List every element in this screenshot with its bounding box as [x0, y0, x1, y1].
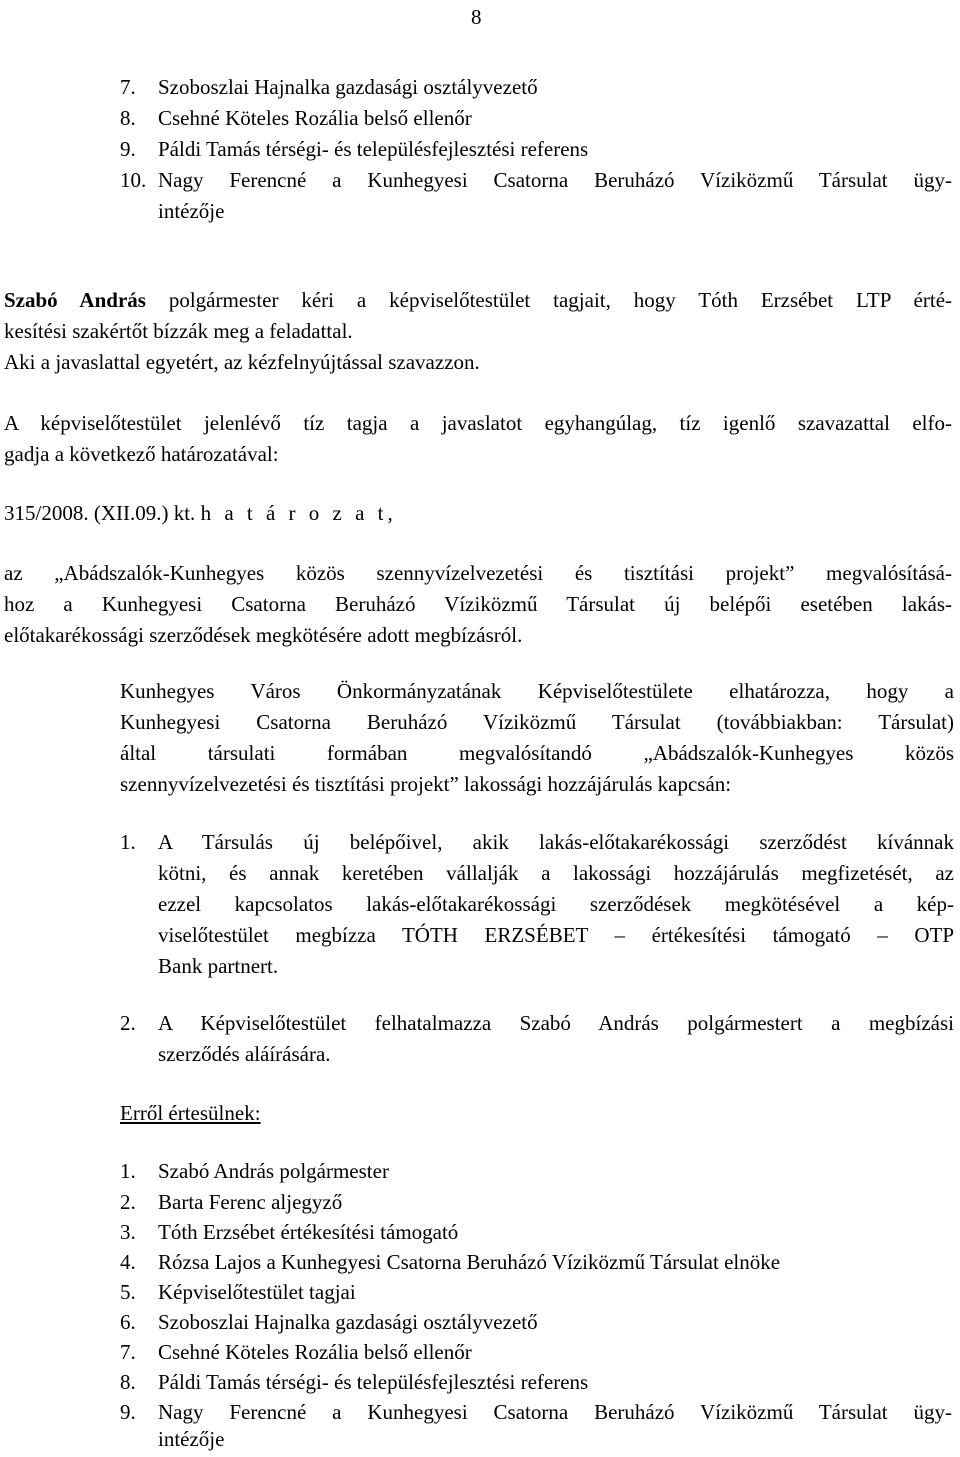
point-line: viselőtestület megbízza TÓTH ERZSÉBET – értékesítési támogató – OTP	[158, 923, 954, 947]
paragraph-line: által társulati formában megvalósítandó „Abádszalók-Kunhegyes közös	[120, 741, 954, 765]
paragraph-line: Aki a javaslattal egyetért, az kézfelnyújtással szavazzon.	[4, 350, 480, 374]
list-item-text: Csehné Köteles Rozália belső ellenőr	[158, 106, 472, 130]
resolution-number: 315/2008. (XII.09.) kt.	[4, 501, 196, 525]
list-item-text: Képviselőtestület tagjai	[158, 1280, 356, 1304]
paragraph-line: szennyvízelvezetési és tisztítási projekt” lakossági hozzájárulás kapcsán:	[120, 772, 732, 796]
point-line: Bank partnert.	[158, 954, 279, 978]
list-item-number: 9.	[120, 137, 136, 161]
resolution-heading	[4, 498, 952, 529]
list-item-number: 7.	[120, 1340, 136, 1364]
paragraph-line: A képviselőtestület jelenlévő tíz tagja a javaslatot egyhangúlag, tíz igenlő szavazattal elfo-	[4, 411, 952, 435]
list-item-number: 3.	[120, 1220, 136, 1244]
list-item-text: Szabó András polgármester	[158, 1159, 389, 1183]
point-number: 1.	[120, 830, 136, 854]
paragraph-line: előtakarékossági szerződések megkötésére adott megbízásról.	[4, 623, 523, 647]
point-line: A Társulás új belépőivel, akik lakás-előtakarékossági szerződést kívánnak	[158, 830, 954, 854]
notify-heading: Erről értesülnek:	[120, 1101, 261, 1125]
page-number: 8	[471, 5, 482, 29]
list-item-number: 1.	[120, 1159, 136, 1183]
list-item-number: 4.	[120, 1250, 136, 1274]
list-item-text: Szoboszlai Hajnalka gazdasági osztályvezető	[158, 1310, 538, 1334]
point-line: A Képviselőtestület felhatalmazza Szabó András polgármestert a megbízási	[158, 1011, 954, 1035]
list-item-number: 8.	[120, 1370, 136, 1394]
paragraph-line: Kunhegyesi Csatorna Beruházó Víziközmű Társulat (továbbiakban: Társulat)	[120, 710, 954, 734]
list-item-text: Barta Ferenc aljegyző	[158, 1190, 343, 1214]
paragraph-line	[4, 285, 952, 316]
list-item-text: Rózsa Lajos a Kunhegyesi Csatorna Beruházó Víziközmű Társulat elnöke	[158, 1250, 781, 1274]
point-number: 2.	[120, 1011, 136, 1035]
list-item-text: Tóth Erzsébet értékesítési támogató	[158, 1220, 459, 1244]
paragraph-line: gadja a következő határozatával:	[4, 442, 279, 466]
list-item-number: 5.	[120, 1280, 136, 1304]
list-item-text: Páldi Tamás térségi- és településfejlesztési referens	[158, 1370, 589, 1394]
point-line: kötni, és annak keretében vállalják a lakossági hozzájárulás megfizetését, az	[158, 861, 954, 885]
list-item-text: Páldi Tamás térségi- és településfejlesztési referens	[158, 137, 589, 161]
list-item-number: 10.	[120, 168, 147, 192]
point-line: ezzel kapcsolatos lakás-előtakarékossági szerződések megkötésével a kép-	[158, 892, 954, 916]
mayor-name: Szabó András	[4, 288, 146, 312]
list-item-text: Nagy Ferencné a Kunhegyesi Csatorna Beruházó Víziközmű Társulat ügy-	[158, 1400, 952, 1424]
list-item-text-continuation: intézője	[158, 199, 225, 223]
list-item-number: 9.	[120, 1400, 136, 1424]
resolution-word: h a t á r o z a t,	[200, 501, 397, 525]
list-item-number: 2.	[120, 1190, 136, 1214]
list-item-number: 6.	[120, 1310, 136, 1334]
point-line: szerződés aláírására.	[158, 1042, 331, 1066]
paragraph-line: hoz a Kunhegyesi Csatorna Beruházó Víziközmű Társulat új belépői esetében lakás-	[4, 592, 952, 616]
list-item-text: Nagy Ferencné a Kunhegyesi Csatorna Beruházó Víziközmű Társulat ügy-	[158, 168, 952, 192]
paragraph-line: az „Abádszalók-Kunhegyes közös szennyvízelvezetési és tisztítási projekt” megvalósításá-	[4, 561, 952, 585]
paragraph-line: kesítési szakértőt bízzák meg a feladattal.	[4, 319, 353, 343]
list-item-text-continuation: intézője	[158, 1427, 225, 1451]
list-item-text: Csehné Köteles Rozália belső ellenőr	[158, 1340, 472, 1364]
list-item-text: Szoboszlai Hajnalka gazdasági osztályvezető	[158, 75, 538, 99]
list-item-number: 8.	[120, 106, 136, 130]
list-item-number: 7.	[120, 75, 136, 99]
paragraph-text: polgármester kéri a képviselőtestület tagjait, hogy Tóth Erzsébet LTP érté-	[168, 288, 953, 312]
paragraph-line: Kunhegyes Város Önkormányzatának Képviselőtestülete elhatározza, hogy a	[120, 679, 954, 703]
